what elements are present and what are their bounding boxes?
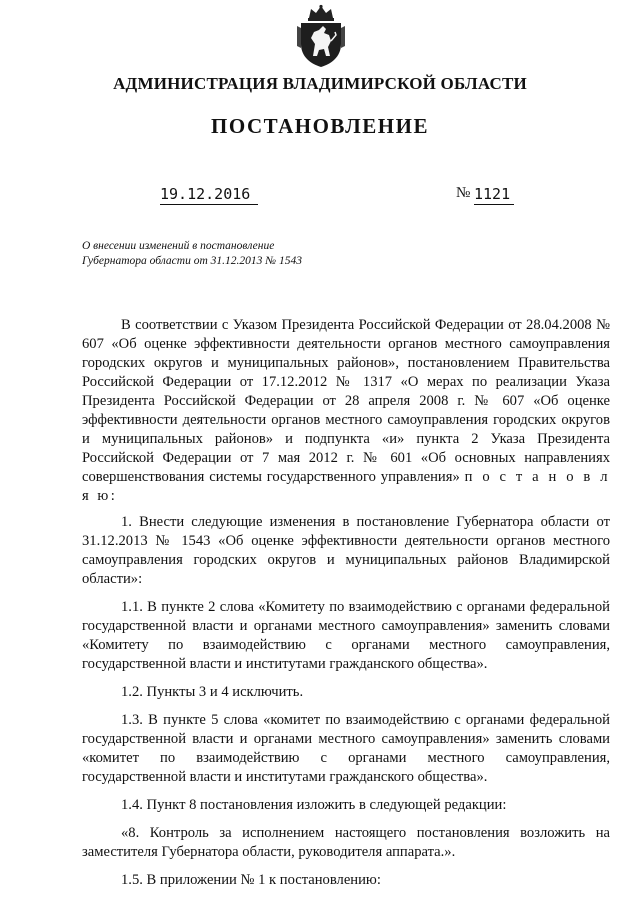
document-number: 1121 bbox=[474, 185, 514, 205]
subject-line: Губернатора области от 31.12.2013 № 1543 bbox=[82, 255, 302, 267]
preamble-text: В соответствии с Указом Президента Российской Федерации от 28.04.2008 № 607 «Об оценке эффективности деятельности органов местного самоуправления городских округов и муниципальных районов», постановлением Правительства Российской Федерации от 17.12.2012 № 1317 «О мерах по реализации Указа Президента Российской Федерации от 28 апреля 2008 г. № 607 «Об оценке эффективности деятельности органов местного самоуправления городских округов и муниципальных районов» и подпункта «и» пункта 2 Указа Президента Российской Федерации от 7 мая 2012 г. № 601 «Об основных направлениях совершенствования системы государственного управления» bbox=[82, 317, 610, 485]
organization-title: АДМИНИСТРАЦИЯ ВЛАДИМИРСКОЙ ОБЛАСТИ bbox=[113, 74, 527, 93]
clause-paragraph: 1.4. Пункт 8 постановления изложить в следующей редакции: bbox=[121, 797, 507, 813]
document-date: 19.12.2016 bbox=[160, 185, 258, 205]
clause-paragraph: 1.5. В приложении № 1 к постановлению: bbox=[121, 872, 381, 888]
clause-paragraph: 1. Внести следующие изменения в постановление Губернатора области от 31.12.2013 № 1543 «Об оценке эффективности деятельности органов местного самоуправления городских округов и муниципальных районов Владимирской области»: bbox=[82, 514, 610, 587]
resolve-word: п о с т а н о в л я ю: bbox=[82, 469, 610, 504]
clause-paragraph: «8. Контроль за исполнением настоящего постановления возложить на заместителя Губернатора области, руководителя аппарата.». bbox=[82, 825, 610, 860]
document-body bbox=[82, 316, 610, 899]
preamble-paragraph bbox=[82, 316, 610, 506]
clause-paragraph: 1.3. В пункте 5 слова «комитет по взаимодействию с органами федеральной государственной власти и органами местного самоуправления» заменить словами «комитет по взаимодействию с органами местного самоуправления, государственной власти и институтами гражданского общества». bbox=[82, 712, 610, 785]
number-label: № bbox=[456, 185, 471, 201]
subject-line: О внесении изменений в постановление bbox=[82, 240, 275, 252]
document-type: ПОСТАНОВЛЕНИЕ bbox=[211, 114, 429, 138]
document-subject bbox=[82, 239, 302, 269]
clause-paragraph: 1.1. В пункте 2 слова «Комитету по взаимодействию с органами федеральной государственной власти и органами местного самоуправления» заменить словами «Комитету по взаимодействию с органами местного самоуправления, государственной власти и институтами гражданского общества». bbox=[82, 599, 610, 672]
clause-paragraph: 1.2. Пункты 3 и 4 исключить. bbox=[121, 684, 304, 700]
coat-of-arms-icon bbox=[295, 4, 347, 68]
